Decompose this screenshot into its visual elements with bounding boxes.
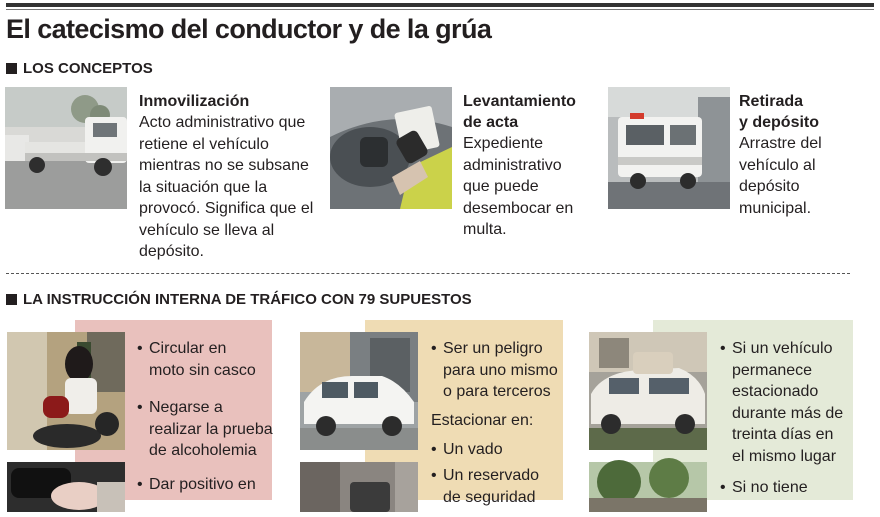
text-line: provocó. Significa que el (139, 200, 314, 217)
bullet-item-treinta-dias (720, 338, 843, 467)
concept-text-inmovilizacion (139, 112, 313, 263)
text-line: retiene el vehículo (139, 135, 269, 153)
bullet-line: moto sin casco (149, 361, 256, 379)
bullet-icon: • (431, 441, 437, 458)
text-line: municipal. (739, 199, 812, 217)
bullet-icon: • (137, 340, 143, 357)
bullet-line: realizar la prueba (149, 420, 273, 438)
tow-truck-photo (5, 87, 127, 209)
section-heading-text: LA INSTRUCCIÓN INTERNA DE TRÁFICO CON 79 SUPUESTOS (23, 291, 472, 308)
bullet-line: Dar positivo en (149, 476, 256, 493)
text-line: Arrastre del (739, 135, 822, 152)
text-line: administrativo (463, 156, 562, 174)
bullet-line: estacionado (732, 383, 819, 400)
bullet-item-alcoholemia (137, 397, 273, 462)
top-rule-thin (6, 9, 874, 10)
text-line: vehículo al (739, 156, 816, 174)
concept-text-levantamiento (463, 133, 573, 241)
bullet-line: Negarse a (149, 399, 223, 416)
text-line: que puede (463, 178, 539, 195)
text-line: desembocar en (463, 199, 574, 217)
text-line: mientras no se subsane (139, 157, 309, 174)
square-bullet-icon (6, 63, 17, 74)
text-line: Acto administrativo que (139, 114, 306, 131)
concept-title-line: Levantamiento (463, 93, 576, 110)
bullet-line: el mismo lugar (732, 447, 837, 465)
bullet-item-vado (431, 439, 503, 461)
bullet-line: permanece (732, 361, 813, 379)
bullet-item-reservado (431, 465, 539, 508)
bullet-icon: • (720, 340, 726, 357)
depot-tow-truck-photo (608, 87, 730, 209)
bullet-line: o para terceros (443, 383, 551, 400)
section-heading-text: LOS CONCEPTOS (23, 60, 153, 77)
page-title: El catecismo del conductor y de la grúa (6, 14, 492, 44)
concept-title-line: Retirada (739, 93, 804, 110)
text-line: Expediente (463, 135, 544, 152)
concept-title-levantamiento (463, 91, 576, 133)
bullet-line: Si un vehículo (732, 340, 833, 357)
abandoned-car-photo (589, 332, 707, 450)
bullet-icon: • (137, 399, 143, 416)
top-rule (6, 3, 874, 7)
bullet-line: Un reservado (443, 467, 540, 484)
street-photo (300, 462, 418, 512)
bullet-line: Si no tiene (732, 479, 808, 496)
officer-ticket-photo (330, 87, 452, 209)
breathalyzer-photo (7, 462, 125, 512)
bullet-line: de alcoholemia (149, 442, 257, 459)
section-heading-concepts (6, 60, 153, 77)
parked-car-photo (300, 332, 418, 450)
bullet-item-peligro (431, 338, 558, 403)
bullet-item-sin-casco (137, 338, 256, 381)
concept-title-line: y depósito (739, 114, 820, 131)
bullet-line: treinta días en (732, 426, 834, 443)
bullet-icon: • (137, 476, 143, 493)
concept-text-retirada (739, 133, 822, 219)
text-line: multa. (463, 221, 507, 238)
bullet-item-si-no-tiene (720, 477, 808, 499)
section-heading-instruction (6, 291, 472, 308)
bullet-line: Ser un peligro (443, 340, 543, 357)
bullet-line: Circular en (149, 340, 227, 357)
text-line: vehículo se lleva al (139, 221, 275, 239)
text-line: depósito. (139, 243, 204, 260)
bullet-line: para uno mismo (443, 361, 558, 379)
trees-photo (589, 462, 707, 512)
bullet-line: Un vado (443, 441, 503, 458)
concept-title-inmovilizacion (139, 91, 249, 112)
motorcycle-photo (7, 332, 125, 450)
bullet-icon: • (431, 467, 437, 484)
text-line: la situación que la (139, 178, 268, 196)
bullet-item-positivo (137, 474, 256, 496)
estacionar-subheading: Estacionar en: (431, 412, 534, 429)
bullet-line: de seguridad (443, 488, 536, 506)
bullet-line: durante más de (732, 404, 844, 422)
bullet-icon: • (720, 479, 726, 496)
text-line: depósito (739, 178, 800, 195)
section-divider (6, 273, 850, 274)
concept-title-line: de acta (463, 114, 519, 131)
square-bullet-icon (6, 294, 17, 305)
concept-title-retirada (739, 91, 819, 133)
concept-title-line: Inmovilización (139, 93, 250, 110)
bullet-icon: • (431, 340, 437, 357)
